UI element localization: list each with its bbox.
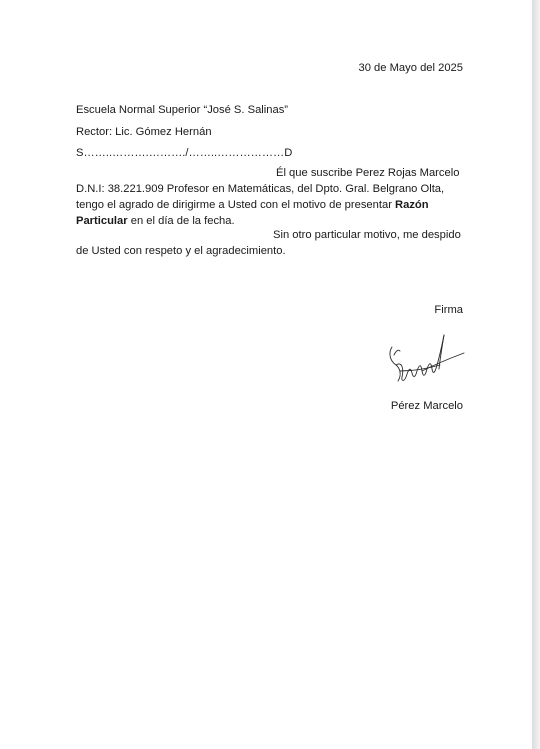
letter-closing	[76, 227, 466, 259]
recipient-rector: Rector: Lic. Gómez Hernán	[76, 126, 212, 138]
signature-label: Firma	[434, 304, 463, 316]
body-line-2: D.N.I: 38.221.909 Profesor en Matemáticas, del Dpto. Gral. Belgrano Olta,	[76, 183, 445, 195]
body-line-3	[76, 197, 466, 213]
letter-body	[76, 165, 466, 229]
letter-date: 30 de Mayo del 2025	[358, 62, 463, 74]
handwritten-signature	[382, 325, 468, 389]
page-edge-shadow	[532, 0, 540, 749]
body-line-4-text: en el día de la fecha.	[127, 215, 235, 227]
recipient-school: Escuela Normal Superior “José S. Salinas”	[76, 104, 289, 116]
body-line-3-text: tengo el agrado de dirigirme a Usted con el motivo de presentar	[76, 199, 396, 211]
closing-line-1: Sin otro particular motivo, me despido	[273, 229, 461, 241]
signer-name: Pérez Marcelo	[390, 400, 463, 412]
closing-line-2: de Usted con respeto y el agradecimiento.	[76, 245, 286, 257]
body-line-1: Él que suscribe Perez Rojas Marcelo	[276, 167, 460, 179]
body-line-4-bold: Particular	[76, 215, 128, 227]
body-line-3-bold: Razón	[395, 199, 429, 211]
salutation: S……..……….………./……..………………D	[76, 147, 293, 159]
